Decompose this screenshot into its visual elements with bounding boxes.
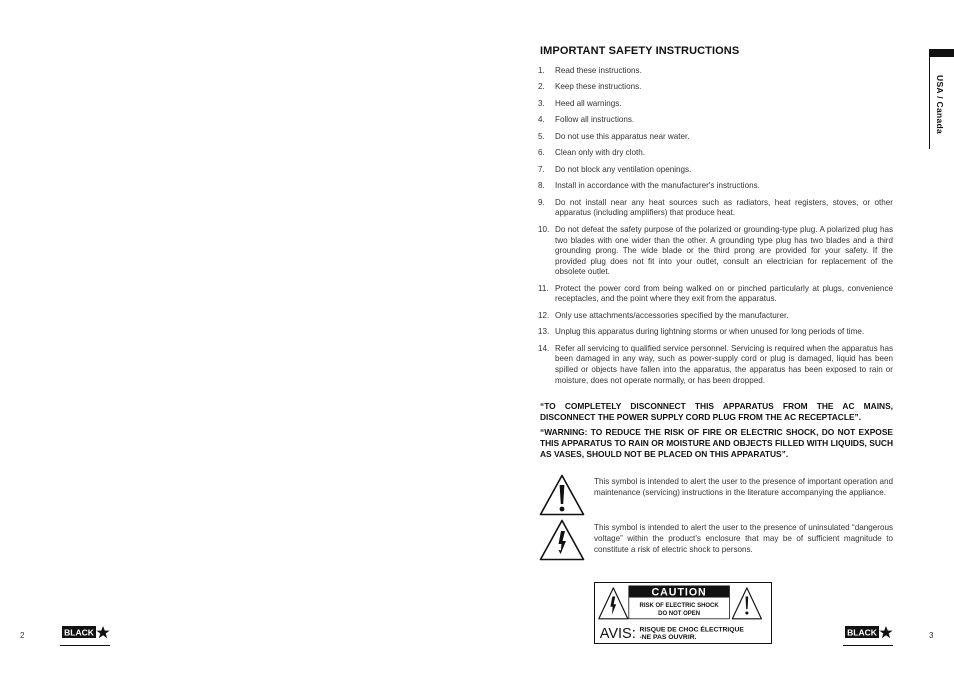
list-item-text: Protect the power cord from being walked on or pinched particularly at plugs, convenience receptacles, and the point where they exit from the apparatus. [555,283,893,304]
list-item-number: 8. [538,181,545,191]
list-item-number: 13. [538,327,550,337]
brand-logo-text: BLACK [847,627,877,638]
brand-logo-text: BLACK [64,627,94,638]
list-item [538,99,893,110]
star-icon [879,626,892,638]
page-number-right: 3 [929,631,934,640]
region-tab-label: USA / Canada [935,75,945,135]
footer-rule-left [60,645,110,646]
list-item [538,132,893,143]
instruction-list [538,66,893,392]
avis-line2: -NE PAS OUVRIR. [639,634,697,642]
list-item-text: Do not use this apparatus near water. [555,131,690,141]
list-item-number: 7. [538,164,545,174]
list-item-text: Keep these instructions. [555,82,642,92]
disconnect-warning: “TO COMPLETELY DISCONNECT THIS APPARATUS FROM THE AC MAINS, DISCONNECT THE POWER SUPPLY CORD PLUG FROM THE AC RECEPTACLE”. [540,401,893,422]
avis-line1: RISQUE DE CHOC ÉLECTRIQUE [639,626,744,634]
list-item-number: 3. [538,98,545,108]
list-item-number: 5. [538,131,545,141]
list-item-text: Follow all instructions. [555,115,635,125]
list-item-number: 4. [538,115,545,125]
list-item [538,284,893,305]
list-item-number: 11. [538,283,549,293]
list-item [538,115,893,126]
list-item-number: 6. [538,148,545,158]
list-item-text: Unplug this apparatus during lightning storms or when unused for long periods of time. [555,327,865,337]
list-item-text: Heed all warnings. [555,98,622,108]
brand-logo [62,625,110,640]
list-item [538,165,893,176]
list-item [538,327,893,338]
list-item-number: 1. [538,66,545,75]
list-item-text: Only use attachments/accessories specified by the manufacturer. [555,310,789,320]
page-number-left: 2 [20,631,25,640]
list-item-text: Read these instructions. [555,66,642,75]
list-item [538,181,893,192]
list-item-text: Do not install near any heat sources such as radiators, heat registers, stoves, or other apparatus (including amplifiers) that produce heat. [555,197,893,218]
list-item-number: 2. [538,82,545,92]
footer-rule-right [843,645,893,646]
caution-heading: CAUTION [651,586,707,599]
page-title: IMPORTANT SAFETY INSTRUCTIONS [540,45,740,57]
list-item-number: 14. [538,343,550,353]
list-item [538,148,893,159]
list-item-text: Do not defeat the safety purpose of the polarized or grounding-type plug. A polarized plug has two blades with one wider than the other. A grounding type plug has two blades and a third grounding prong. The wide blade or the third prong are provided for your safety. If the provided plug does not fit into your outlet, consult an electrician for replacement of the obsolete outlet. [555,224,893,277]
caution-risk-line2: DO NOT OPEN [658,610,701,617]
region-tab [929,49,954,149]
exclamation-symbol-description: This symbol is intended to alert the user to the presence of important operation and maintenance (servicing) instructions in the literature accompanying the appliance. [594,477,893,497]
list-item-text: Refer all servicing to qualified service personnel. Servicing is required when the apparatus has been damaged in any way, such as power-supply cord or plug is damaged, liquid has been spilled or objects have fallen into the apparatus, the apparatus has been exposed to rain or moisture, does not operate normally, or has been dropped. [555,343,893,385]
list-item [538,225,893,278]
list-item [538,198,893,219]
exclamation-warning-icon [539,474,585,516]
list-item-text: Do not block any ventilation openings. [555,164,692,174]
list-item-text: Install in accordance with the manufacturer's instructions. [555,181,760,191]
list-item-number: 10. [538,224,550,234]
lightning-warning-icon [539,519,585,561]
avis-heading: AVIS: [599,626,636,643]
caution-label [594,582,772,644]
caution-risk-line1: RISK OF ELECTRIC SHOCK [639,603,719,610]
list-item-number: 12. [538,310,550,320]
lightning-symbol-description: This symbol is intended to alert the user to the presence of uninsulated “dangerous voltage” within the product’s enclosure that may be of sufficient magnitude to constitute a risk of electric shock to persons. [594,523,893,554]
list-item [538,344,893,386]
fire-shock-warning: “WARNING: TO REDUCE THE RISK OF FIRE OR ELECTRIC SHOCK, DO NOT EXPOSE THIS APPARATUS TO RAIN OR MOISTURE AND OBJECTS FILLED WITH LIQUIDS, SUCH AS VASES, SHOULD NOT BE PLACED ON THIS APPARATUS”. [540,427,893,459]
list-item [538,311,893,322]
list-item [538,82,893,93]
list-item-number: 9. [538,197,545,207]
list-item [538,66,893,77]
brand-logo [845,625,893,640]
star-icon [96,626,109,638]
list-item-text: Clean only with dry cloth. [555,148,645,158]
